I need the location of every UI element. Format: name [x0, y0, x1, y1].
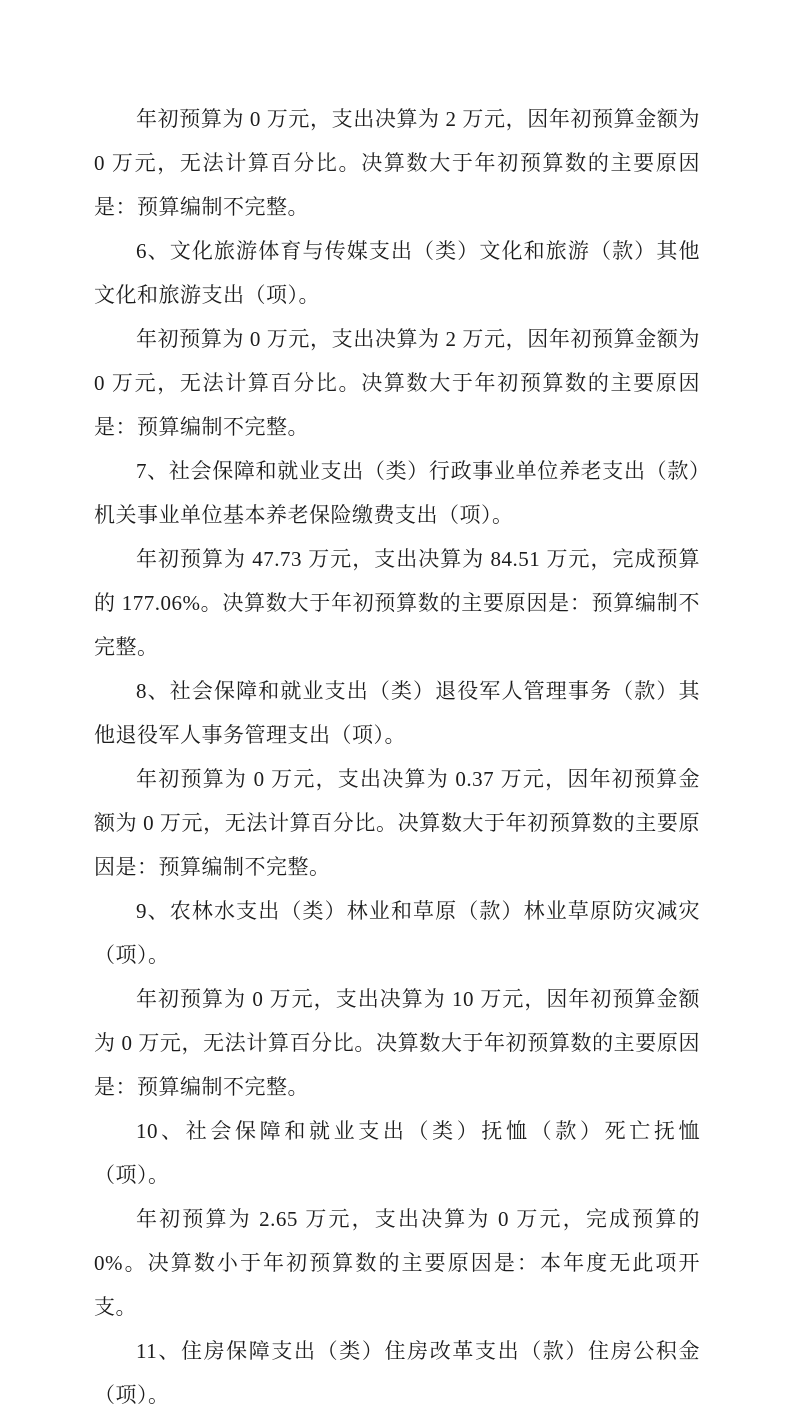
paragraph-budget-detail-6: 年初预算为 0 万元，支出决算为 2 万元，因年初预算金额为 0 万元，无法计算百分比。决算数大于年初预算数的主要原因是：预算编制不完整。	[94, 327, 700, 439]
paragraph-budget-detail-10: 年初预算为 2.65 万元，支出决算为 0 万元，完成预算的 0%。决算数小于年初预算数的主要原因是：本年度无此项开支。	[94, 1207, 700, 1319]
paragraph-heading-10: 10、社会保障和就业支出（类）抚恤（款）死亡抚恤（项）。	[94, 1119, 700, 1187]
paragraph-heading-7: 7、社会保障和就业支出（类）行政事业单位养老支出（款）机关事业单位基本养老保险缴费支出（项）。	[94, 459, 700, 527]
paragraph-budget-detail-9: 年初预算为 0 万元，支出决算为 10 万元，因年初预算金额为 0 万元，无法计算百分比。决算数大于年初预算数的主要原因是：预算编制不完整。	[94, 987, 700, 1099]
paragraph-heading-8: 8、社会保障和就业支出（类）退役军人管理事务（款）其他退役军人事务管理支出（项）。	[94, 679, 700, 747]
paragraph-heading-6: 6、文化旅游体育与传媒支出（类）文化和旅游（款）其他文化和旅游支出（项）。	[94, 239, 700, 307]
paragraph-budget-detail-7: 年初预算为 47.73 万元，支出决算为 84.51 万元，完成预算的 177.06%。决算数大于年初预算数的主要原因是：预算编制不完整。	[94, 547, 700, 659]
paragraph-budget-detail-5: 年初预算为 0 万元，支出决算为 2 万元，因年初预算金额为 0 万元，无法计算百分比。决算数大于年初预算数的主要原因是：预算编制不完整。	[94, 107, 700, 219]
paragraph-heading-11: 11、住房保障支出（类）住房改革支出（款）住房公积金（项）。	[94, 1339, 700, 1407]
paragraph-heading-9: 9、农林水支出（类）林业和草原（款）林业草原防灾减灾（项）。	[94, 899, 700, 967]
paragraph-budget-detail-8: 年初预算为 0 万元，支出决算为 0.37 万元，因年初预算金额为 0 万元，无法计算百分比。决算数大于年初预算数的主要原因是：预算编制不完整。	[94, 767, 700, 879]
